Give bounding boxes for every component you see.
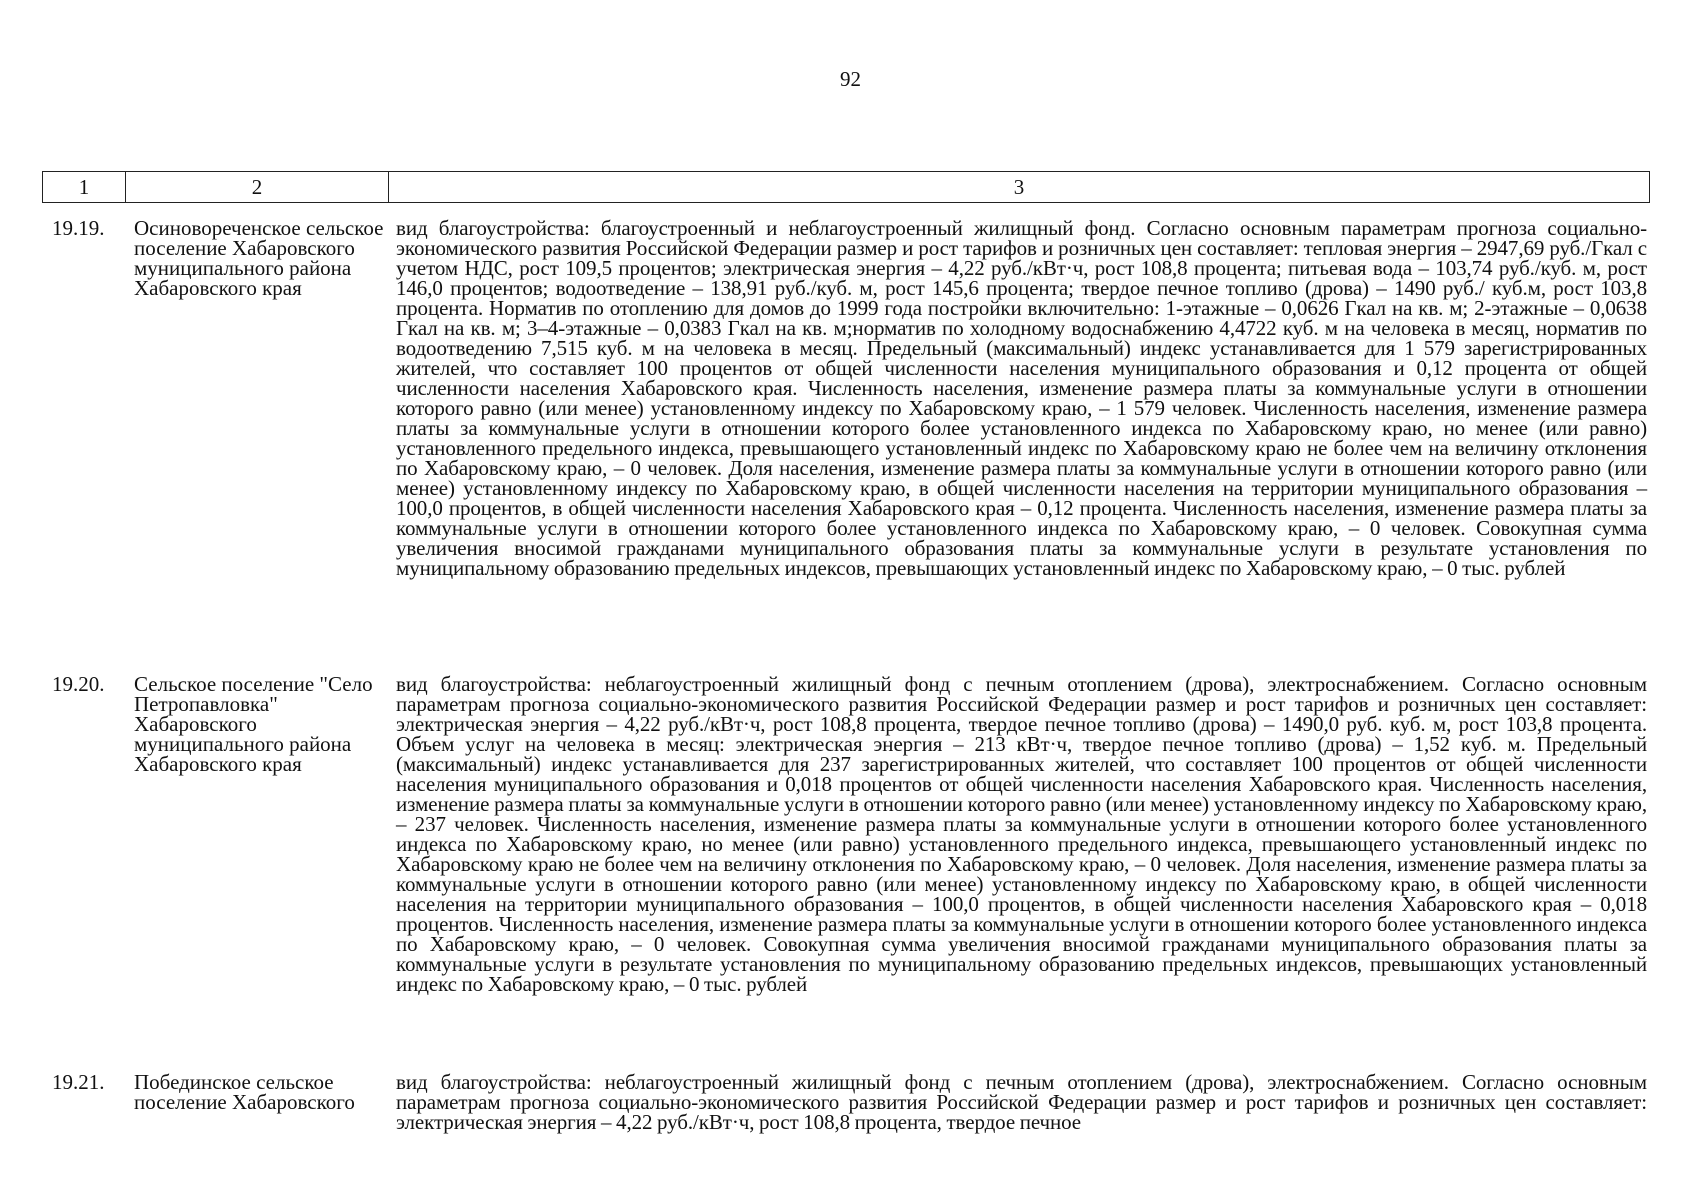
row-number: 19.19. <box>52 216 105 240</box>
row-description: вид благоустройства: неблагоустроенный жилищный фонд с печным отоплением (дрова), электроснабжением. Согласно основным параметрам прогноза социально-экономического развития Российской Федерации размер и рост тарифов и розничных цен составляет: электрическая энергия – 4,22 руб./кВт·ч, рост 108,8 процента, твердое печное топливо (дрова) – 1490,0 руб. куб. м, рост 103,8 процента. Объем услуг на человека в месяц: электрическая энергия – 213 кВт·ч, твердое печное топливо (дрова) – 1,52 куб. м. Предельный (максимальный) индекс устанавливается для 237 зарегистрированных жителей, что составляет 100 процентов от общей численности населения муниципального образования и 0,018 процентов от общей численности населения Хабаровского края. Численность населения, изменение размера платы за коммунальные услуги в отношении которого равно (или менее) установленному индексу по Хабаровскому краю, – 237 человек. Численность населения, изменение размера платы за коммунальные услуги в отношении которого более установленного индекса по Хабаровскому краю, но менее (или равно) установленного предельного индекса, превышающего установленный индекс по Хабаровскому краю не более чем на величину отклонения по Хабаровскому краю, – 0 человек. Доля населения, изменение размера платы за коммунальные услуги в отношении которого равно (или менее) установленному индексу по Хабаровскому краю, в общей численности населения на территории муниципального образования – 100,0 процентов, в общей численности населения Хабаровского края – 0,018 процентов. Численность населения, изменение размера платы за коммунальные услуги в отношении которого более установленного индекса по Хабаровскому краю, – 0 человек. Совокупная сумма увеличения вносимой гражданами муниципального образования платы за коммунальные услуги в результате установления по муниципальному образованию предельных индексов, превышающих установленный индекс по Хабаровскому краю, – 0 тыс. рублей <box>396 672 1647 996</box>
municipality-name: Побединское сельское поселение Хабаровского <box>134 1070 355 1114</box>
page-number: 92 <box>840 67 861 91</box>
row-description: вид благоустройства: благоустроенный и неблагоустроенный жилищный фонд. Согласно основным параметрам прогноза социально-экономического развития Российской Федерации размер и рост тарифов и розничных цен составляет: тепловая энергия – 2947,69 руб./Гкал с учетом НДС, рост 109,5 процентов; электрическая энергия – 4,22 руб./кВт·ч, рост 108,8 процента; питьевая вода – 103,74 руб./куб. м, рост 146,0 процентов; водоотведение – 138,91 руб./куб. м, рост 145,6 процента; твердое печное топливо (дрова) – 1490 руб./ куб.м, рост 103,8 процента. Норматив по отоплению для домов до 1999 года постройки включительно: 1-этажные – 0,0626 Гкал на кв. м; 2-этажные – 0,0638 Гкал на кв. м; 3–4-этажные – 0,0383 Гкал на кв. м;норматив по холодному водоснабжению 4,4722 куб. м на человека в месяц, норматив по водоотведению 7,515 куб. м на человека в месяц. Предельный (максимальный) индекс устанавливается для 1 579 зарегистрированных жителей, что составляет 100 процентов от общей численности населения муниципального образования и 0,12 процента от общей численности населения Хабаровского края. Численность населения, изменение размера платы за коммунальные услуги в отношении которого равно (или менее) установленному индексу по Хабаровскому краю, – 1 579 человек. Численность населения, изменение размера платы за коммунальные услуги в отношении которого более установленного индекса по Хабаровскому краю, но менее (или равно) установленного предельного индекса, превышающего установленный индекс по Хабаровскому краю не более чем на величину отклонения по Хабаровскому краю, – 0 человек. Доля населения, изменение размера платы за коммунальные услуги в отношении которого равно (или менее) установленному индексу по Хабаровскому краю, в общей численности населения на территории муниципального образования – 100,0 процентов, в общей численности населения Хабаровского края – 0,12 процента. Численность населения, изменение размера платы за коммунальные услуги в отношении которого более установленного индекса по Хабаровскому краю, – 0 человек. Совокупная сумма увеличения вносимой гражданами муниципального образования платы за коммунальные услуги в результате установления по муниципальному образованию предельных индексов, превышающих установленный индекс по Хабаровскому краю, – 0 тыс. рублей <box>396 216 1647 580</box>
municipality-name: Осиновореченское сельское поселение Хабаровского муниципального района Хабаровского края <box>134 216 384 300</box>
row-number: 19.21. <box>52 1070 105 1094</box>
column-header-table <box>42 171 1650 203</box>
row-description: вид благоустройства: неблагоустроенный жилищный фонд с печным отоплением (дрова), электроснабжением. Согласно основным параметрам прогноза социально-экономического развития Российской Федерации размер и рост тарифов и розничных цен составляет: электрическая энергия – 4,22 руб./кВт·ч, рост 108,8 процента, твердое печное <box>396 1070 1647 1134</box>
column-header-row <box>43 172 1650 203</box>
row-number: 19.20. <box>52 672 105 696</box>
column-header-2: 2 <box>126 172 389 203</box>
column-header-3: 3 <box>389 172 1650 203</box>
column-header-1: 1 <box>43 172 126 203</box>
municipality-name: Сельское поселение "Село Петропавловка" Хабаровского муниципального района Хабаровского края <box>134 672 373 776</box>
